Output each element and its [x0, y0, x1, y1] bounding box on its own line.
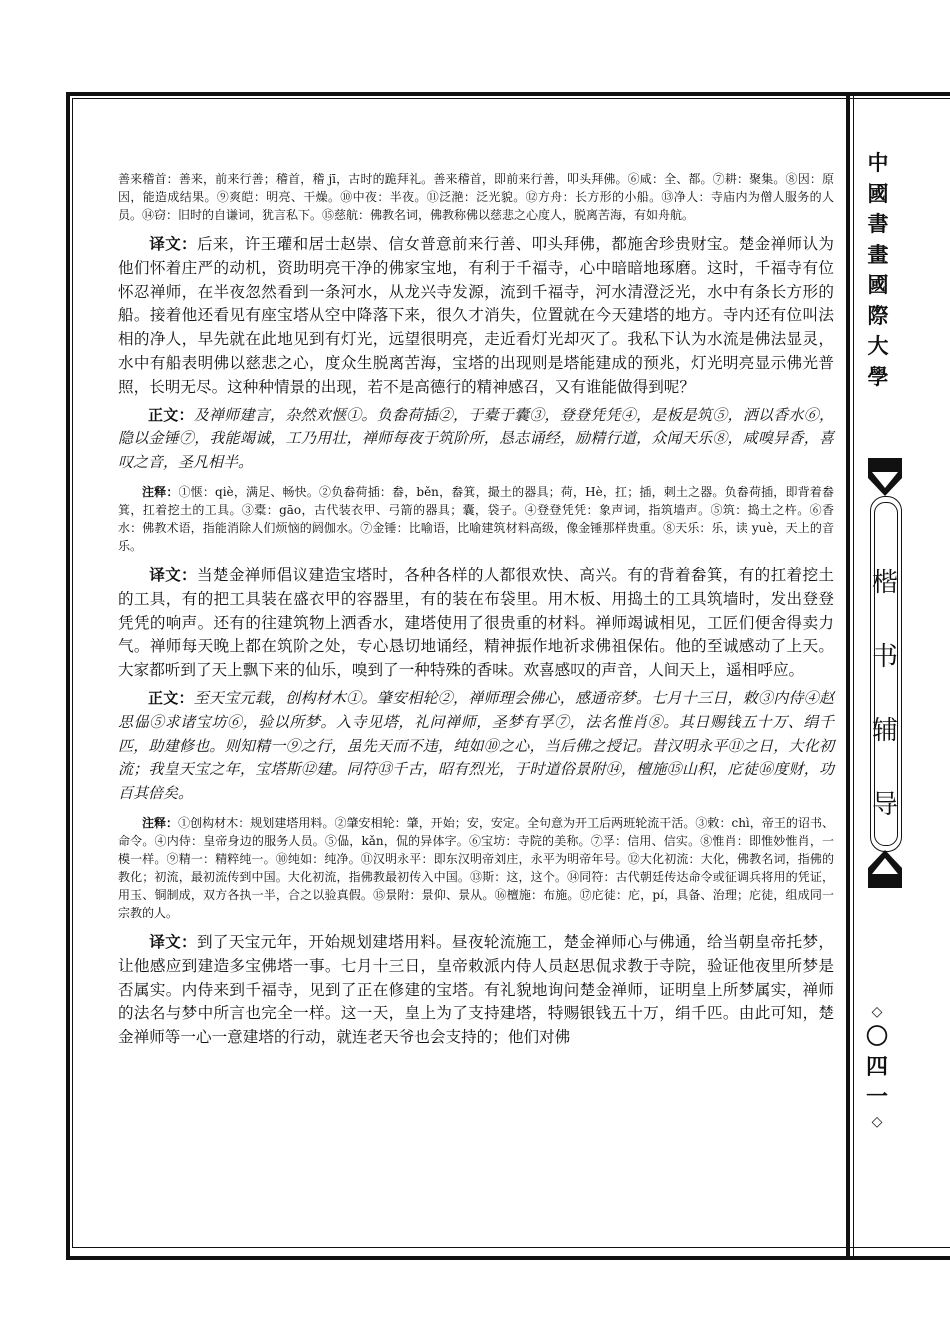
- paragraph-label: 注释：: [142, 815, 179, 830]
- page-number-char: 一: [865, 1084, 888, 1110]
- paragraph-label: 正文：: [148, 405, 194, 424]
- university-name: [858, 148, 898, 392]
- paragraph-label: 注释：: [142, 484, 179, 499]
- paragraph-label: 译文：: [149, 564, 197, 584]
- university-name-char: 學: [867, 363, 889, 389]
- sidebar-rule-thin: [853, 92, 854, 1256]
- page-number-char: 〇: [865, 1024, 888, 1050]
- paragraph-text: ①创构材木：规划建塔用料。②肇安相轮：肇，开始；安，安定。全句意为开工后两班轮流干活。③敕：chì，帝王的诏书、命令。④内侍：皇帝身边的服务人员。⑤偘，kǎn，侃的异体字。⑥宝坊：寺院的美称。⑦孚：信用、信实。⑧惟肖：即惟妙惟肖，一模一样。⑨精一：精粹纯一。⑩纯如：纯净。⑪汉明永平：即东汉明帝刘庄，永平为明帝年号。⑫大化初流：大化，佛教名词，指佛的教化；初流，最初流传到中国。大化初流，指佛教最初传入中国。⑬斯：这，这个。⑭同符：古代朝廷传达命令或征调兵将用的凭证，用玉、铜制成，双方各执一半，合之以验真假。⑮景附：景仰、景从。⑯檀施：布施。⑰庀徒：庀，pí，具备、治理；庀徒，组成同一宗教的人。: [118, 815, 834, 920]
- cartouche-bottom-ornament: [868, 848, 902, 878]
- paragraph-label: 译文：: [149, 931, 197, 951]
- section-title-char: 辅: [871, 716, 898, 746]
- page-number: [860, 1002, 894, 1132]
- page-number-char: 四: [865, 1054, 888, 1080]
- paragraph-label: 译文：: [149, 234, 197, 253]
- main-text: [118, 170, 834, 1050]
- university-name-char: 國: [867, 180, 889, 206]
- paragraph-text: ①惬：qiè，满足、畅快。②负畚荷插：畚，běn，畚箕，撮土的器具；荷，Hè，扛；插，刺土之器。负畚荷插，即背着畚箕，扛着挖土的工具。③橐：gāo，古代装衣甲、弓箭的器具；囊，袋子。④登登凭凭：象声词，指筑墙声。⑤筑：捣土之杵。⑥香水：佛教术语，指能消除人们烦恼的阏伽水。⑦金锤：比喻语，比喻建筑材料高级，像金锤那样贵重。⑧天乐：乐，读 yuè，天上的音乐。: [118, 484, 834, 553]
- cartouche-bottom-band: [868, 878, 902, 888]
- translation-paragraph: [118, 930, 834, 1050]
- paragraph-text: 当楚金禅师倡议建造宝塔时，各种各样的人都很欢快、高兴。有的背着畚箕，有的扛着挖土的工具，有的把工具装在盛衣甲的容器里，有的装在布袋里。用木板、用捣土的工具筑墙时，发出登登凭凭的响声。还有的往建筑物上洒香水，建塔使用了很贵重的材料。禅师竭诚相见，工匠们便舍得卖力气。禅师每天晚上都在筑阶之处，专心恳切地诵经，精神振作地祈求佛祖保佑。他的至诚感动了上天。大家都听到了天上飘下来的仙乐，嗅到了一种特殊的香味。欢喜感叹的声音，人间天上，遥相呼应。: [118, 565, 834, 680]
- paragraph-text: 后来，许王瓘和居士赵崇、信女普意前来行善、叩头拜佛，都施舍珍贵财宝。楚金禅师认为他们怀着庄严的动机，资助明亮干净的佛家宝地，有利于千福寺，心中暗暗地琢磨。这时，千福寺有位怀忍禅师，在半夜忽然看到一条河水，从龙兴寺发源，流到千福寺，河水清澄泛光，水中有条长方形的船。接着他还看见有座宝塔从空中降落下来，很久才消失，位置就在今天建塔的地方。寺内还有位叫法相的净人，早先就在此地见到有灯光，远望很明亮，走近看灯光却灭了。我私下认为水流是佛法显灵，水中有船表明佛以慈悲之心，度众生脱离苦海，宝塔的出现则是塔能建成的预兆，灯光明亮显示佛光普照，长明无尽。这种种情景的出现，若不是高德行的精神感召，又有谁能做得到呢？: [118, 235, 834, 396]
- translation-paragraph: [118, 232, 834, 400]
- annotation-paragraph: [118, 814, 834, 922]
- university-name-char: 國: [867, 272, 889, 297]
- university-name-char: 大: [867, 333, 889, 358]
- section-title-char: 导: [871, 790, 898, 820]
- paragraph-text: 至天宝元载，创构材木①。肇安相轮②，禅师理会佛心，感通帝梦。七月十三日，敕③内侍④赵思偘⑤求诸宝坊⑥，验以所梦。入寺见塔，礼问禅师，圣梦有孚⑦，法名惟肖⑧。其日赐钱五十万、绢千匹，助建修也。则知精一⑨之行，虽先天而不违，纯如⑩之心，当后佛之授记。昔汉明永平⑪之日，大化初流；我皇天宝之年，宝塔斯⑫建。同符⑬千古，昭有烈光，于时道俗景附⑭，檀施⑮山积，庀徒⑯度财，功百其倍矣。: [118, 688, 834, 803]
- section-title-char: 楷: [871, 568, 898, 598]
- section-title: [868, 546, 902, 842]
- university-name-char: 畫: [867, 241, 889, 267]
- original-text-paragraph: [118, 404, 834, 475]
- cartouche-top-band: [868, 458, 902, 468]
- sidebar-rule: [846, 92, 850, 1256]
- page-number-char: ◇: [871, 1004, 883, 1020]
- paragraph-text: 到了天宝元年，开始规划建塔用料。昼夜轮流施工，楚金禅师心与佛通，给当朝皇帝托梦，让他感应到建造多宝佛塔一事。七月十三日，皇帝敕派内侍人员赵思侃求教于寺院，验证他夜里所梦是否属实。内侍来到千福寺，见到了正在修建的宝塔。有礼貌地询问楚金禅师，证明皇上所梦属实，禅师的法名与梦中所言也完全一样。这一天，皇上为了支持建塔，特赐银钱五十万，绢千匹。由此可知，楚金禅师等一心一意建塔的行动，就连老天爷也会支持的；他们对佛: [118, 932, 834, 1047]
- section-title-char: 书: [871, 642, 898, 672]
- annotation-paragraph: [118, 170, 834, 224]
- translation-paragraph: [118, 563, 834, 683]
- original-text-paragraph: [118, 687, 834, 806]
- university-name-char: 書: [867, 211, 889, 236]
- university-name-char: 際: [867, 302, 889, 328]
- page-number-char: ◇: [871, 1114, 883, 1130]
- paragraph-text: 善来稽首：善来，前来行善；稽首，稽 jī，古时的跪拜礼。善来稽首，即前来行善，叩头拜佛。⑥咸：全、都。⑦耕：聚集。⑧因：原因，能造成结果。⑨爽皑：明亮、干燥。⑩中夜：半夜。⑪泛滟：泛光貌。⑫方舟：长方形的小船。⑬净人：寺庙内为僧人服务的人员。⑭窃：旧时的自谦词，犹言私下。⑮慈航：佛教名词，佛教称佛以慈悲之心度人，脱离苦海，有如舟航。: [118, 172, 834, 222]
- university-name-char: 中: [867, 150, 889, 175]
- annotation-paragraph: [118, 483, 834, 555]
- paragraph-text: 及禅师建言，杂然欢惬①。负畚荷插②，于橐于囊③，登登凭凭④，是板是筑⑤，洒以香水⑥，隐以金锤⑦，我能竭诚，工乃用壮，禅师每夜于筑阶所，恳志诵经，励精行道，众闻天乐⑧，咸嗅异香，喜叹之音，圣凡相半。: [118, 405, 834, 472]
- cartouche-top-ornament: [868, 468, 902, 498]
- paragraph-label: 正文：: [148, 688, 194, 707]
